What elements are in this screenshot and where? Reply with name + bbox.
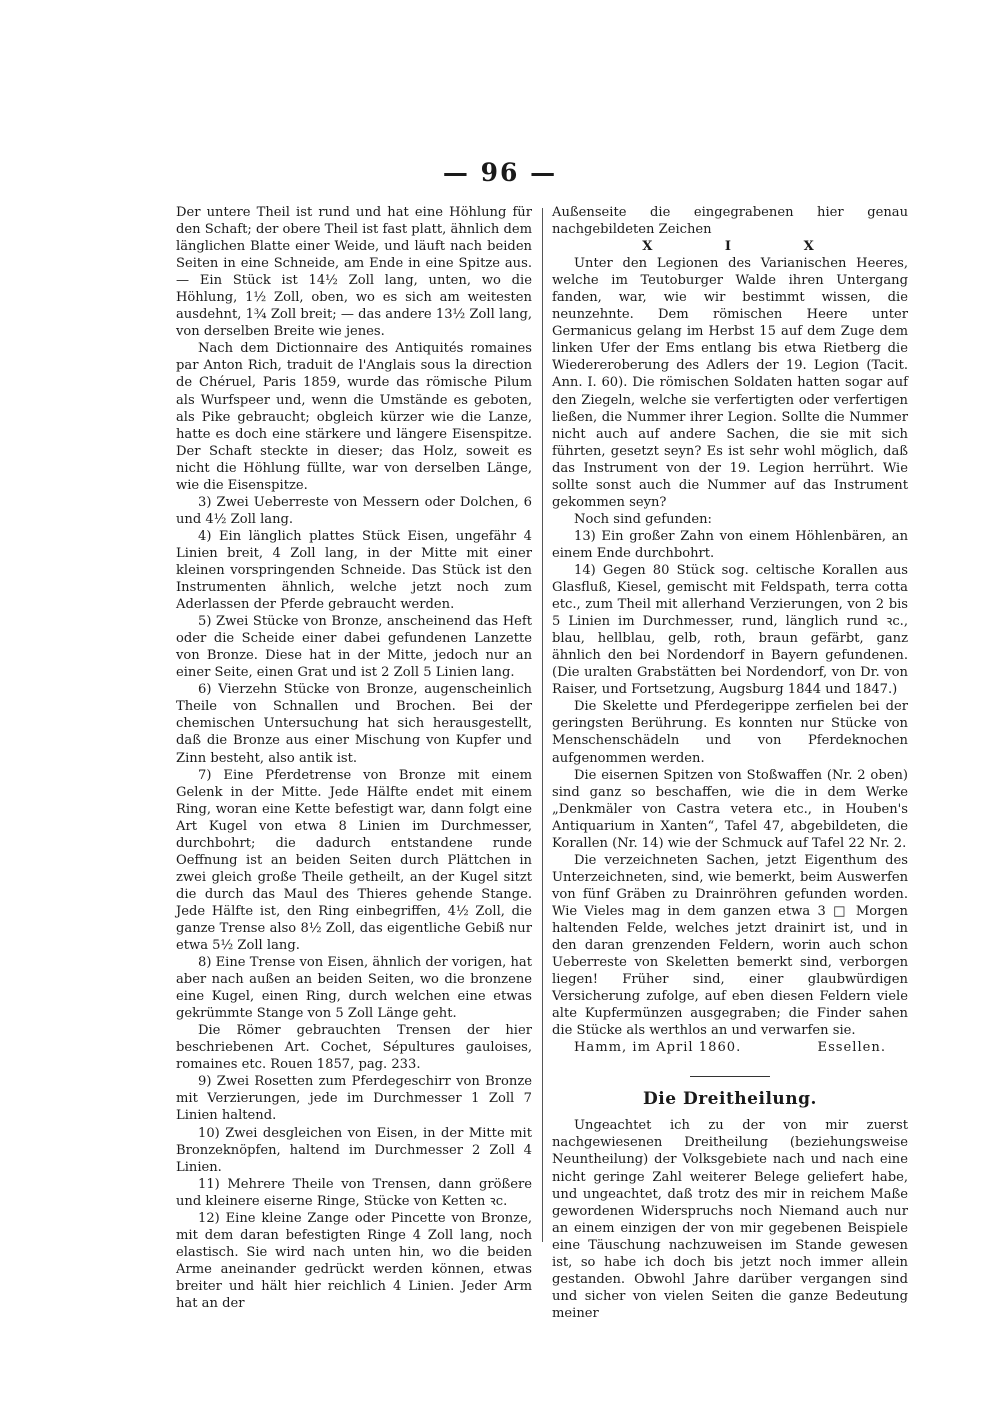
paragraph: Außenseite die eingegrabenen hier genau nachgebildeten Zeichen bbox=[552, 205, 908, 238]
paragraph: 14) Gegen 80 Stück sog. celtische Korallen aus Glasfluß, Kiesel, gemischt mit Feldspath, terra cotta etc., zum Theil mit allerhand Verzierungen, von 2 bis 5 Linien im Durchmesser, rund, länglich rund ꝛc., blau, hellblau, gelb, roth, braun gefärbt, ganz ähnlich den bei Nordendorf in Bayern gefundenen. (Die uralten Grabstätten bei Nordendorf, von Dr. von Raiser, und Fortsetzung, Augsburg 1844 und 1847.) bbox=[552, 562, 908, 698]
section-heading: Die Dreitheilung. bbox=[643, 1089, 817, 1110]
paragraph: Noch sind gefunden: bbox=[574, 511, 712, 527]
paragraph: Die eisernen Spitzen von Stoßwaffen (Nr. 2 oben) sind ganz so beschaffen, wie die in dem Werke „Denkmäler von Castra vetera etc., in Houben's Antiquarium in Xanten“, Tafel 47, abgebildeten, die Korallen (Nr. 14) wie der Schmuck auf Tafel 22 Nr. 2. bbox=[552, 767, 908, 851]
paragraph: 5) Zwei Stücke von Bronze, anscheinend das Heft oder die Scheide einer dabei gefundenen Lanzette von Bronze. Diese hat in der Mitte, jedoch nur an einer Seite, einen Grat und ist 2 Zoll 5 Linien lang. bbox=[176, 614, 532, 681]
paragraph: 10) Zwei desgleichen von Eisen, in der Mitte mit Bronzeknöpfen, haltend im Durchmesser 2 Zoll 4 Linien. bbox=[176, 1125, 532, 1175]
signature-place-date: Hamm, im April 1860. bbox=[574, 1040, 742, 1056]
right-column bbox=[552, 204, 908, 1322]
paragraph: 4) Ein länglich plattes Stück Eisen, ungefähr 4 Linien breit, 4 Zoll lang, in der Mitte mit einer kleinen vorspringenden Schneide. Das Stück ist den Instrumenten ähnlich, welche jetzt noch zum Aderlassen der Pferde gebraucht werden. bbox=[176, 528, 532, 613]
paragraph: Die verzeichneten Sachen, jetzt Eigenthum des Unterzeichneten, sind, wie bemerkt, beim Auswerfen von fünf Gräben zu Drainröhren gefunden worden. Wie Vieles mag in dem ganzen etwa 3 □ Morgen haltenden Felde, welches jetzt drainirt ist, und in den daran grenzenden Feldern, worin auch schon Ueberreste von Skeletten bemerkt sind, verborgen liegen! Früher sind, einer glaubwürdigen Versicherung zufolge, auf eben diesen Feldern viele alte Kupfermünzen ausgegraben; die Finder sahen die Stücke als werthlos an und verwarfen sie. bbox=[552, 852, 908, 1039]
section-separator bbox=[690, 1076, 770, 1077]
left-column bbox=[176, 204, 532, 1312]
legion-symbols: X I X bbox=[642, 239, 848, 255]
paragraph: Unter den Legionen des Varianischen Heeres, welche im Teutoburger Walde ihren Untergang fanden, war, wie wir bestimmt wissen, die neunzehnte. Dem römischen Heere unter Germanicus gelang im Herbst 15 auf dem Zuge dem linken Ufer der Ems entlang bis etwa Rietberg die Wiedereroberung des Adlers der 19. Legion (Tacit. Ann. I. 60). Die römischen Soldaten hatten sogar auf den Ziegeln, welche sie verfertigten oder verfertigen ließen, die Nummer ihrer Legion. Sollte die Nummer nicht auch auf andere Sachen, die sie mit sich führten, gesetzt seyn? Es ist sehr wohl möglich, daß das Instrument von der 19. Legion herrührt. Wie sollte sonst auch die Nummer auf das Instrument gekommen seyn? bbox=[552, 256, 908, 510]
paragraph: 3) Zwei Ueberreste von Messern oder Dolchen, 6 und 4½ Zoll lang. bbox=[176, 494, 532, 527]
paragraph: Die Römer gebrauchten Trensen der hier beschriebenen Art. Cochet, Sépultures gauloises, romaines etc. Rouen 1857, pag. 233. bbox=[176, 1023, 532, 1073]
paragraph: 11) Mehrere Theile von Trensen, dann größere und kleinere eiserne Ringe, Stücke von Ketten ꝛc. bbox=[176, 1176, 532, 1209]
paragraph: Der untere Theil ist rund und hat eine Höhlung für den Schaft; der obere Theil ist fast platt, ähnlich dem länglichen Blatte einer Weide, und läuft nach beiden Seiten in eine Schneide, am Ende in eine Spitze aus. — Ein Stück ist 14½ Zoll lang, unten, wo die Höhlung, 1½ Zoll, oben, wo es sich am weitesten ausdehnt, 1¾ Zoll breit; — das andere 13½ Zoll lang, von derselben Breite wie jenes. bbox=[176, 205, 533, 340]
paragraph: 7) Eine Pferdetrense von Bronze mit einem Gelenk in der Mitte. Jede Hälfte endet mit einem Ring, woran eine Kette befestigt war, dann folgt eine Art Kugel von etwa 8 Linien im Durchmesser, durchbohrt; die dadurch entstandene runde Oeffnung ist an beiden Seiten durch Plättchen in zwei gleich große Theile getheilt, an der Kugel sitzt die durch das Maul des Thieres gehende Stange. Jede Hälfte ist, den Ring einbegriffen, 4½ Zoll, die ganze Trense also 8½ Zoll, das eigentliche Gebiß nur etwa 5½ Zoll lang. bbox=[176, 767, 532, 954]
paragraph: Ungeachtet ich zu der von mir zuerst nachgewiesenen Dreitheilung (beziehungsweise Neuntheilung) der Volksgebiete nach und nach eine nicht geringe Zahl weiterer Belege geliefert habe, und ungeachtet, daß trotz des mir in reichem Maße gewordenen Widerspruchs noch Niemand auch nur an einem einzigen der von mir gegebenen Beispiele eine Täuschung nachzuweisen im Stande gewesen ist, so habe ich doch bis jetzt noch immer allein gestanden. Obwohl Jahre darüber vergangen sind und sicher von vielen Seiten die ganze Bedeutung meiner bbox=[552, 1118, 908, 1321]
page-number: — 96 — bbox=[442, 158, 558, 187]
signature-author: Essellen. bbox=[817, 1040, 886, 1056]
signature-line bbox=[552, 1039, 908, 1056]
paragraph: 6) Vierzehn Stücke von Bronze, augenscheinlich Theile von Schnallen und Brochen. Bei der chemischen Untersuchung hat sich herausgestellt, daß die Bronze aus einer Mischung von Kupfer und Zinn besteht, also antik ist. bbox=[176, 682, 532, 766]
paragraph: 13) Ein großer Zahn von einem Höhlenbären, an einem Ende durchbohrt. bbox=[552, 528, 908, 561]
column-divider bbox=[542, 208, 543, 1242]
paragraph: 12) Eine kleine Zange oder Pincette von Bronze, mit dem daran befestigten Ringe 4 Zoll lang, noch elastisch. Sie wird nach unten hin, wo die beiden Arme aneinander gedrückt werden können, etwas breiter und hält hier reichlich 4 Linien. Jeder Arm hat an der bbox=[176, 1210, 532, 1311]
paragraph: Nach dem Dictionnaire des Antiquités romaines par Anton Rich, traduit de l'Anglais sous la direction de Chéruel, Paris 1859, wurde das römische Pilum als Wurfspeer und, wenn die Umstände es geboten, als Pike gebraucht; obgleich kürzer wie die Lanze, hatte es doch eine stärkere und längere Eisenspitze. Der Schaft steckte in dieser; das Holz, soweit es nicht die Höhlung füllte, war von derselben Länge, wie die Eisenspitze. bbox=[176, 341, 532, 493]
paragraph: 8) Eine Trense von Eisen, ähnlich der vorigen, hat aber nach außen an beiden Seiten, wo die bronzene eine Kugel, einen Ring, durch welchen eine etwas gekrümmte Stange von 5 Zoll Länge geht. bbox=[176, 955, 532, 1022]
paragraph: 9) Zwei Rosetten zum Pferdegeschirr von Bronze mit Verzierungen, jede im Durchmesser 1 Zoll 7 Linien haltend. bbox=[176, 1074, 532, 1124]
paragraph: Die Skelette und Pferdegerippe zerfielen bei der geringsten Berührung. Es konnten nur Stücke von Menschenschädeln und von Pferdeknochen aufgenommen werden. bbox=[552, 699, 908, 766]
